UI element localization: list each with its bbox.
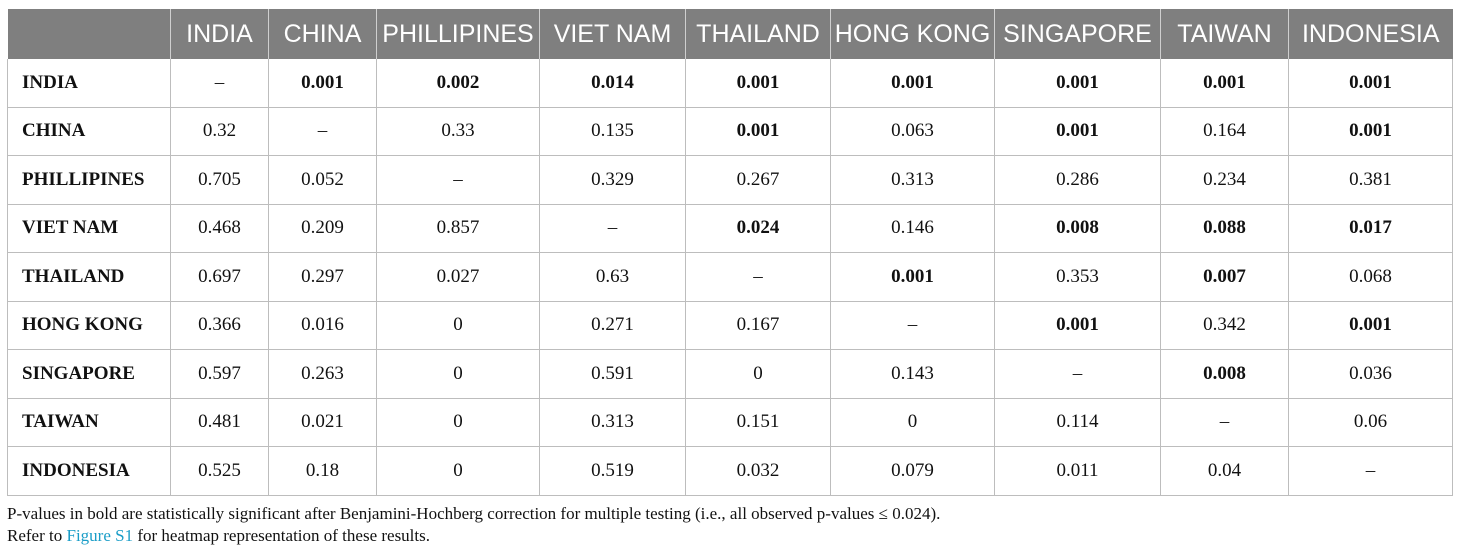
table-cell: – [377, 156, 540, 205]
row-header: VIET NAM [8, 204, 171, 253]
column-header-india: INDIA [171, 9, 269, 59]
row-header: SINGAPORE [8, 350, 171, 399]
table-cell: 0.313 [831, 156, 995, 205]
table-cell: 0 [831, 398, 995, 447]
column-header-indonesia: INDONESIA [1289, 9, 1453, 59]
table-cell: 0.519 [540, 447, 686, 496]
table-cell: 0.297 [269, 253, 377, 302]
row-header: THAILAND [8, 253, 171, 302]
table-cell: 0 [686, 350, 831, 399]
table-cell: 0.366 [171, 301, 269, 350]
row-header: INDIA [8, 59, 171, 107]
column-header-thailand: THAILAND [686, 9, 831, 59]
table-cell: – [686, 253, 831, 302]
table-cell: 0.705 [171, 156, 269, 205]
column-header-taiwan: TAIWAN [1161, 9, 1289, 59]
table-cell: – [269, 107, 377, 156]
header-corner [8, 9, 171, 59]
table-cell: 0.027 [377, 253, 540, 302]
table-cell: 0.036 [1289, 350, 1453, 399]
table-cell: 0.271 [540, 301, 686, 350]
table-cell: 0.468 [171, 204, 269, 253]
table-cell: 0.164 [1161, 107, 1289, 156]
table-cell: – [995, 350, 1161, 399]
table-cell: – [1161, 398, 1289, 447]
table-cell: 0.021 [269, 398, 377, 447]
table-cell: 0.079 [831, 447, 995, 496]
table-row [8, 447, 1453, 496]
table-cell: 0.001 [1289, 301, 1453, 350]
column-header-china: CHINA [269, 9, 377, 59]
table-cell: 0.063 [831, 107, 995, 156]
table-row [8, 107, 1453, 156]
table-cell: 0.001 [995, 107, 1161, 156]
row-header: HONG KONG [8, 301, 171, 350]
column-header-singapore: SINGAPORE [995, 9, 1161, 59]
table-cell: 0.209 [269, 204, 377, 253]
table-cell: – [171, 59, 269, 107]
row-header: PHILLIPINES [8, 156, 171, 205]
table-row [8, 59, 1453, 107]
row-header: CHINA [8, 107, 171, 156]
row-header: TAIWAN [8, 398, 171, 447]
table-cell: 0.001 [686, 107, 831, 156]
table-row [8, 398, 1453, 447]
table-cell: 0 [377, 398, 540, 447]
table-cell: 0.04 [1161, 447, 1289, 496]
table-cell: 0.008 [995, 204, 1161, 253]
table-container [7, 9, 1452, 496]
table-cell: 0 [377, 301, 540, 350]
table-cell: 0.286 [995, 156, 1161, 205]
table-cell: – [831, 301, 995, 350]
table-cell: 0.001 [995, 301, 1161, 350]
table-cell: 0.001 [1161, 59, 1289, 107]
table-cell: 0.63 [540, 253, 686, 302]
table-cell: 0.001 [831, 253, 995, 302]
table-header [8, 9, 1453, 59]
table-cell: 0.008 [1161, 350, 1289, 399]
table-cell: 0.052 [269, 156, 377, 205]
table-cell: 0.001 [995, 59, 1161, 107]
table-cell: 0.18 [269, 447, 377, 496]
table-cell: 0.068 [1289, 253, 1453, 302]
table-cell: 0.167 [686, 301, 831, 350]
table-cell: 0.146 [831, 204, 995, 253]
table-footnotes [7, 503, 940, 547]
table-cell: 0.011 [995, 447, 1161, 496]
table-row [8, 350, 1453, 399]
pvalue-table [7, 9, 1453, 496]
table-cell: 0.088 [1161, 204, 1289, 253]
table-cell: 0.114 [995, 398, 1161, 447]
table-cell: 0.014 [540, 59, 686, 107]
table-cell: 0.381 [1289, 156, 1453, 205]
table-cell: – [1289, 447, 1453, 496]
table-row [8, 301, 1453, 350]
table-cell: 0.342 [1161, 301, 1289, 350]
table-cell: 0.007 [1161, 253, 1289, 302]
table-cell: 0.313 [540, 398, 686, 447]
table-cell: 0.267 [686, 156, 831, 205]
table-cell: 0 [377, 447, 540, 496]
table-cell: 0.33 [377, 107, 540, 156]
figure-s1-link[interactable]: Figure S1 [66, 526, 134, 545]
table-cell: 0.481 [171, 398, 269, 447]
table-cell: 0.001 [1289, 107, 1453, 156]
footnote-reference-suffix: for heatmap representation of these results. [133, 526, 430, 545]
table-cell: 0.32 [171, 107, 269, 156]
table-cell: 0.525 [171, 447, 269, 496]
table-cell: 0.001 [831, 59, 995, 107]
table-cell: 0.151 [686, 398, 831, 447]
table-cell: 0.135 [540, 107, 686, 156]
column-header-viet-nam: VIET NAM [540, 9, 686, 59]
table-cell: 0.001 [269, 59, 377, 107]
table-body [8, 59, 1453, 495]
table-cell: 0.016 [269, 301, 377, 350]
table-cell: 0.143 [831, 350, 995, 399]
header-row [8, 9, 1453, 59]
footnote-reference-prefix: Refer to [7, 526, 67, 545]
footnote-significance: P-values in bold are statistically significant after Benjamini-Hochberg correction for multiple testing (i.e., all observed p-values ≤ 0.024). [7, 504, 941, 523]
row-header: INDONESIA [8, 447, 171, 496]
table-row [8, 253, 1453, 302]
table-cell: 0.597 [171, 350, 269, 399]
table-row [8, 204, 1453, 253]
table-cell: 0.697 [171, 253, 269, 302]
table-cell: 0.263 [269, 350, 377, 399]
table-cell: 0.591 [540, 350, 686, 399]
table-cell: 0.857 [377, 204, 540, 253]
table-row [8, 156, 1453, 205]
table-cell: 0.017 [1289, 204, 1453, 253]
table-cell: 0.06 [1289, 398, 1453, 447]
table-cell: 0.024 [686, 204, 831, 253]
table-cell: 0.001 [686, 59, 831, 107]
table-cell: 0.234 [1161, 156, 1289, 205]
table-cell: 0.001 [1289, 59, 1453, 107]
table-cell: 0 [377, 350, 540, 399]
table-cell: 0.353 [995, 253, 1161, 302]
table-cell: 0.002 [377, 59, 540, 107]
column-header-phillipines: PHILLIPINES [377, 9, 540, 59]
table-cell: 0.032 [686, 447, 831, 496]
table-cell: 0.329 [540, 156, 686, 205]
footnote-reference [7, 525, 940, 547]
column-header-hong-kong: HONG KONG [831, 9, 995, 59]
table-cell: – [540, 204, 686, 253]
